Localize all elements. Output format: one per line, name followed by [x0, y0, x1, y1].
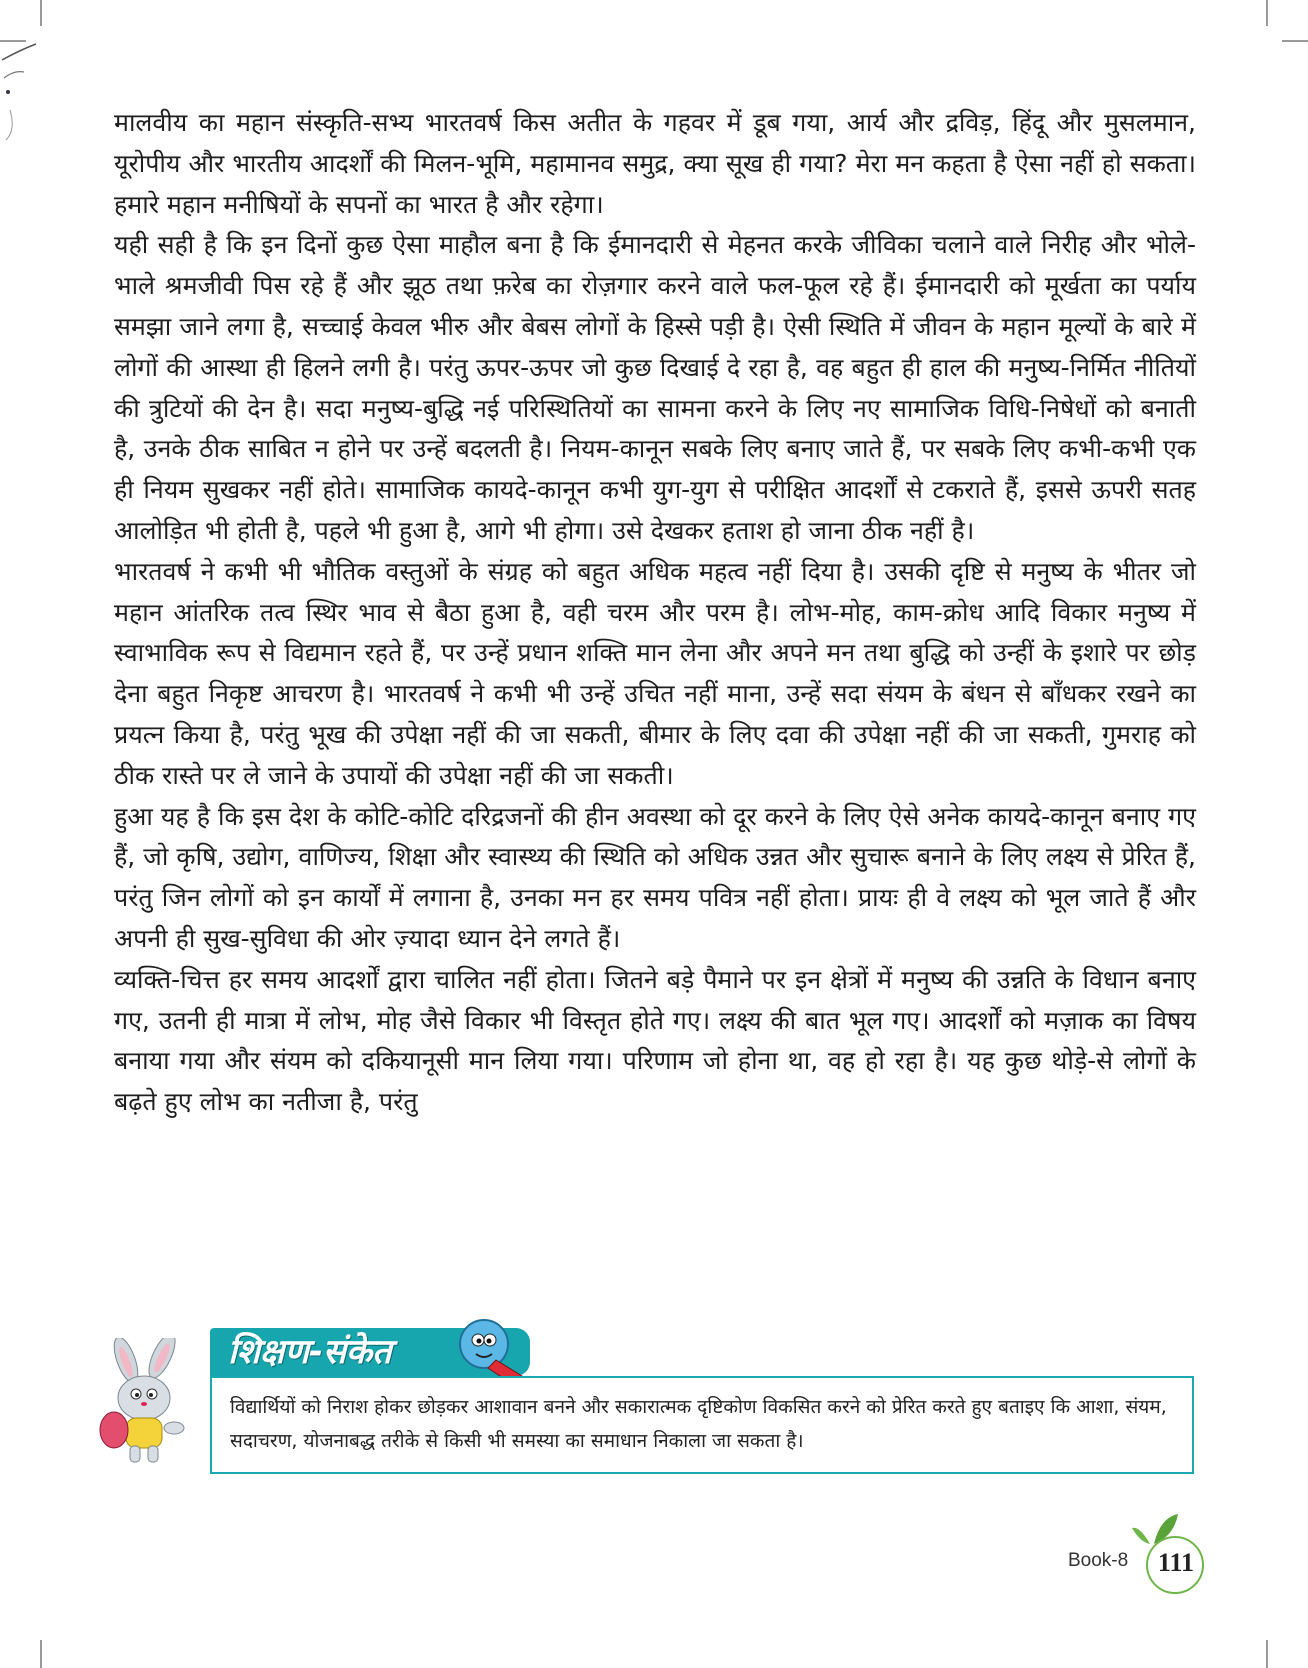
paragraph-2: यही सही है कि इन दिनों कुछ ऐसा माहौल बना है कि ईमानदारी से मेहनत करके जीविका चलाने वाले निरीह और भोले-भाले श्रमजीवी पिस रहे हैं और झूठ तथा फ़रेब का रोज़गार करने वाले फल-फूल रहे हैं। ईमानदारी को मूर्खता का पर्याय समझा जाने लगा है, सच्चाई केवल भीरु और बेबस लोगों के हिस्से पड़ी है। ऐसी स्थिति में जीवन के महान मूल्यों के बारे में लोगों की आस्था ही हिलने लगी है। परंतु ऊपर-ऊपर जो कुछ दिखाई दे रहा है, वह बहुत ही हाल की मनुष्य-निर्मित नीतियों की त्रुटियों की देन है। सदा मनुष्य-बुद्धि नई परिस्थितियों का सामना करने के लिए नए सामाजिक विधि-निषेधों को बनाती है, उनके ठीक साबित न होने पर उन्हें बदलती है। नियम-कानून सबके लिए बनाए जाते हैं, पर सबके लिए कभी-कभी एक ही नियम सुखकर नहीं होते। सामाजिक कायदे-कानून कभी युग-युग से परीक्षित आदर्शों से टकराते हैं, इससे ऊपरी सतह आलोड़ित भी होती है, पहले भी हुआ है, आगे भी होगा। उसे देखकर हताश हो जाना ठीक नहीं है।: [114, 230, 1196, 545]
teaching-note-title: शिक्षण-संकेत: [228, 1332, 392, 1372]
crop-mark-right-h: [1282, 40, 1308, 42]
crop-mark-top-right: [1266, 0, 1268, 26]
crop-mark-bottom-left: [40, 1640, 42, 1668]
crop-mark-top-left: [40, 0, 42, 26]
paragraph-4: हुआ यह है कि इस देश के कोटि-कोटि दरिद्रजनों की हीन अवस्था को दूर करने के लिए ऐसे अनेक कायदे-कानून बनाए गए हैं, जो कृषि, उद्योग, वाणिज्य, शिक्षा और स्वास्थ्य की स्थिति को अधिक उन्नत और सुचारू बनाने के लिए लक्ष्य से प्रेरित हैं, परंतु जिन लोगों को इन कार्यों में लगाना है, उनका मन हर समय पवित्र नहीं होता। प्रायः ही वे लक्ष्य को भूल जाते हैं और अपनी ही सुख-सुविधा की ओर ज़्यादा ध्यान देने लगते हैं।: [114, 801, 1196, 953]
rabbit-mascot-icon: [92, 1338, 202, 1468]
teaching-note-text: विद्यार्थियों को निराश होकर छोड़कर आशावान बनने और सकारात्मक दृष्टिकोण विकसित करने को प्रेरित करते हुए बताइए कि आशा, संयम, सदाचरण, योजनाबद्ध तरीके से किसी भी समस्या का समाधान निकाला जा सकता है।: [230, 1396, 1167, 1452]
main-text: [114, 103, 1196, 1123]
crop-mark-bottom-right: [1266, 1640, 1268, 1668]
paragraph-1: मालवीय का महान संस्कृति-सभ्य भारतवर्ष किस अतीत के गहवर में डूब गया, आर्य और द्रविड़, हिंदू और मुसलमान, यूरोपीय और भारतीय आदर्शों की मिलन-भूमि, महामानव समुद्र, क्या सूख ही गया? मेरा मन कहता है ऐसा नहीं हो सकता। हमारे महान मनीषियों के सपनों का भारत है और रहेगा।: [114, 108, 1196, 219]
teaching-note-box: [210, 1376, 1194, 1474]
margin-doodle-icon: [0, 30, 40, 150]
page-number: 111: [1157, 1548, 1195, 1577]
book-label: Book-8: [1068, 1550, 1129, 1571]
paragraph-3: भारतवर्ष ने कभी भी भौतिक वस्तुओं के संग्रह को बहुत अधिक महत्व नहीं दिया है। उसकी दृष्टि से मनुष्य के भीतर जो महान आंतरिक तत्व स्थिर भाव से बैठा हुआ है, वही चरम और परम है। लोभ-मोह, काम-क्रोध आदि विकार मनुष्य में स्वाभाविक रूप से विद्यमान रहते हैं, पर उन्हें प्रधान शक्ति मान लेना और अपने मन तथा बुद्धि को उन्हीं के इशारे पर छोड़ देना बहुत निकृष्ट आचरण है। भारतवर्ष ने कभी भी उन्हें उचित नहीं माना, उन्हें सदा संयम के बंधन से बाँधकर रखने का प्रयत्न किया है, परंतु भूख की उपेक्षा नहीं की जा सकती, बीमार के लिए दवा की उपेक्षा नहीं की जा सकती, गुमराह को ठीक रास्ते पर ले जाने के उपायों की उपेक्षा नहीं की जा सकती।: [114, 556, 1196, 790]
paragraph-5: व्यक्ति-चित्त हर समय आदर्शों द्वारा चालित नहीं होता। जितने बड़े पैमाने पर इन क्षेत्रों में मनुष्य की उन्नति के विधान बनाए गए, उतनी ही मात्रा में लोभ, मोह जैसे विकार भी विस्तृत होते गए। लक्ष्य की बात भूल गए। आदर्शों को मज़ाक का विषय बनाया गया और संयम को दकियानूसी मान लिया गया। परिणाम जो होना था, वह हो रहा है। यह कुछ थोड़े-से लोगों के बढ़ते हुए लोभ का नतीजा है, परंतु: [114, 964, 1196, 1117]
